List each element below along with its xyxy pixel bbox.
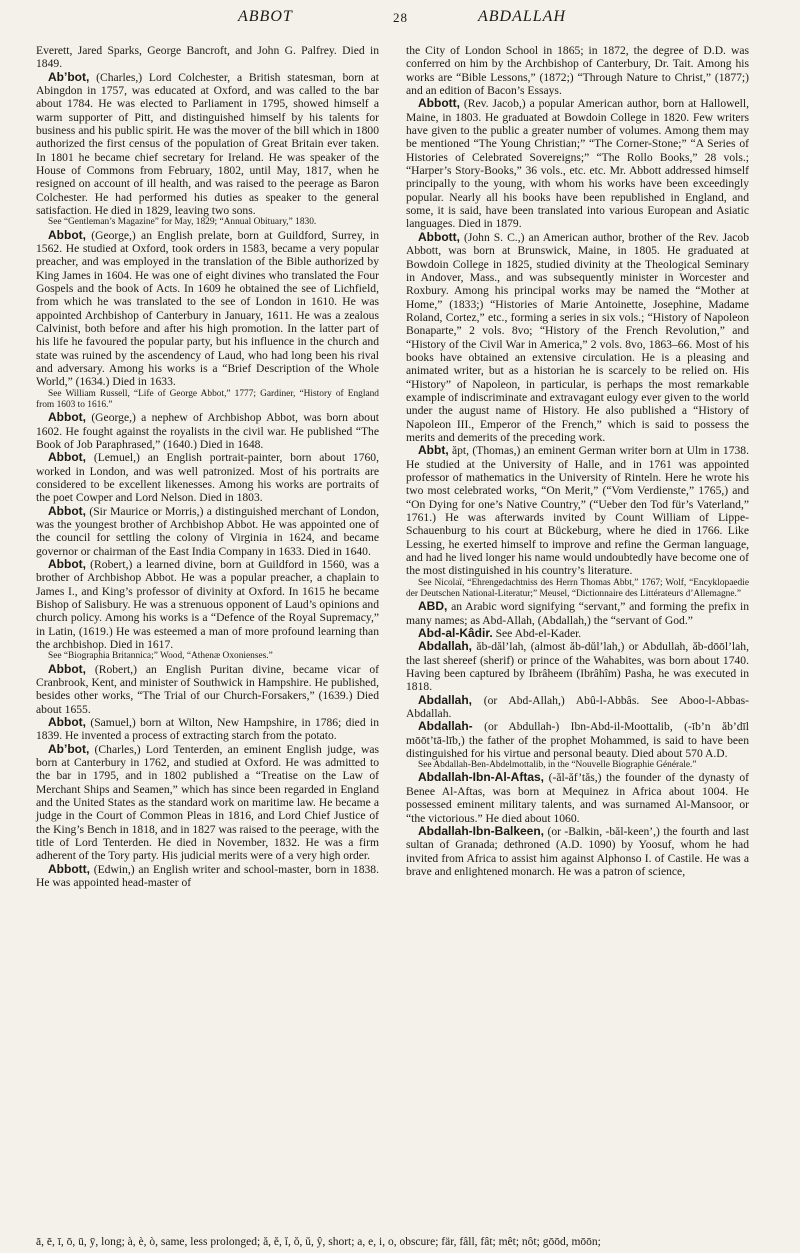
entry-text: (or Abd-Allah,) Abû-l-Abbâs. See Aboo-l-Abbas-Abdallah. bbox=[406, 693, 749, 720]
dictionary-entry bbox=[406, 44, 749, 97]
dictionary-entry bbox=[36, 505, 379, 558]
entry-headword: Abbot, bbox=[48, 227, 86, 242]
entry-text: (-ăl-ăf’tăs,) the founder of the dynasty of Benee Al-Aftas, was born at Mequinez in Africa about 1004. He possessed eminent military talents, and was surnamed Al-Mansoor, or “the victorious.” He died about 1060. bbox=[406, 771, 749, 825]
dictionary-entry bbox=[36, 663, 379, 716]
entry-headword: Ab’bot, bbox=[48, 69, 90, 84]
dictionary-entry bbox=[36, 716, 379, 743]
dictionary-entry bbox=[406, 97, 749, 230]
dictionary-entry bbox=[406, 640, 749, 693]
entry-text: (Charles,) Lord Tenterden, an eminent English judge, was born at Canterbury in 1762, and studied at Oxford. He was admitted to the bar in 1795, and in 1802 published a “Treatise on the Law of Merchant Ships and Seamen,” which has since been regarded in England and the United States as the standard work on maritime law. He became a judge in the Court of Common Pleas in 1816, and Lord Chief Justice of the King’s Bench in 1818, and in 1827 was raised to the peerage, with the title of Lord Tenterden. He died in November, 1832. He was a firm adherent of the Tory party. His judicial merits were of a very high order. bbox=[36, 742, 379, 863]
entry-text: (John S. C.,) an American author, brother of the Rev. Jacob Abbott, was born at Brunswick, Maine, in 1805. He graduated at Bowdoin College in 1825, studied divinity at the Theological Seminary in Andover, Mass., and was subsequently minister in Worcester and Roxbury. Among his principal works may be named the “Mother at Home,” (1833;) “Histories of Marie Antoinette, Josephine, Madame Roland, Cortez,” etc., forming a series in six vols.; “History of Napoleon Bonaparte,” 2 vols. 8vo; “History of the French Revolution,” and “History of the Civil War in America,” 2 vols. 8vo, 1863–66. Most of his books have obtained an extensive circulation. He is a pleasing and animated writer, but as a historian he is scarcely to be relied on. His “History” of Napoleon, in particular, is perhaps the most remarkable example of indiscriminate and extravagant eulogy ever given to the world under the august name of History. He also published a “History of Napoleon III., Emperor of the French,” which is said to possess the merits and demerits of the preceding work. bbox=[406, 230, 749, 444]
entry-headword: Abd-al-Kâdir. bbox=[418, 625, 493, 640]
dictionary-entry bbox=[36, 71, 379, 218]
dictionary-entry bbox=[36, 44, 379, 71]
entry-headword: Abdallah, bbox=[418, 639, 473, 654]
entry-headword: Abbot, bbox=[48, 410, 86, 425]
reference-note: See “Gentleman’s Magazine” for May, 1829; “Annual Obituary,” 1830. bbox=[48, 217, 317, 228]
entry-headword: Abbott, bbox=[48, 861, 90, 876]
entry-text: (Samuel,) born at Wilton, New Hampshire, in 1786; died in 1839. He invented a process of extracting starch from the potato. bbox=[36, 715, 379, 743]
entry-text: (George,) an English prelate, born at Guildford, Surrey, in 1562. He studied at Oxford, took orders in 1583, became a very popular preacher, and was employed in the translation of the Bible authorized by King James in 1604. He was one of eight divines who translated the Four Gospels and the book of Acts. In 1609 he obtained the see of Lichfield, from which he was translated to the see of London in 1610. He was appointed Archbishop of Canterbury in January, 1611. He was a zealous Calvinist, both before and after his high promotion. In the latter part of his life he favoured the popular party, but his influence in the church and state was ruined by the ascendency of Laud, who had long been his rival and adversary. Among his works is a “Brief Description of the Whole World,” (1634.) Died in 1633. bbox=[36, 228, 379, 389]
dictionary-entry bbox=[36, 743, 379, 863]
dictionary-entry bbox=[36, 229, 379, 389]
entry-text: (Robert,) a learned divine, born at Guildford in 1560, was a brother of Archbishop Abbot. He was a popular preacher, a chaplain to James I., and King’s professor of divinity at Oxford. In 1615 he became Bishop of Salisbury. He was a strenuous opponent of Laud’s opinions and church policy. Among his works is a “Defence of the Royal Supremacy,” in Latin, (1619.) He was esteemed a man of more profound learning than the archbishop. Died in 1617. bbox=[36, 557, 379, 652]
entry-text: See Abd-el-Kader. bbox=[492, 626, 582, 640]
entry-headword: Ab’bot, bbox=[48, 741, 90, 756]
entry-headword: Abbott, bbox=[418, 96, 460, 111]
dictionary-entry bbox=[406, 600, 749, 627]
entry-headword: Abbt, bbox=[418, 443, 449, 458]
dictionary-entry bbox=[36, 451, 379, 504]
dictionary-entry bbox=[406, 771, 749, 824]
entry-text: (Edwin,) an English writer and school-master, born in 1838. He was appointed head-master of bbox=[36, 862, 379, 890]
reference-note: See Nicolaï, “Ehrengedachtniss des Herrn Thomas Abbt,” 1767; Wolf, “Encyklopaedie der Deutschen National-Literatur;” Meusel, “Dictionnaire des Littérateurs d’Allemagne.” bbox=[406, 577, 749, 599]
dictionary-entry bbox=[406, 627, 749, 640]
entry-text: the City of London School in 1865; in 1872, the degree of D.D. was conferred on him by the Archbishop of Canterbury, Dr. Tait. Among his works are “Bible Lessons,” (1872;) “Through Nature to Christ,” (1877;) and an edition of Bacon’s Essays. bbox=[406, 44, 749, 98]
entry-text: ăb-dăl’lah, (almost ăb-dŭl’lah,) or Abdullah, ăb-dōōl’lah, the last shereef (sherif) or prince of the Wahabites, was born about 1740. Having been captured by Ibrâheem (Ibrâhîm) Pasha, he was executed in 1818. bbox=[406, 640, 749, 694]
reference-note: See Abdallah-Ben-Abdelmottalib, in the “Nouvelle Biographie Générale.” bbox=[418, 760, 697, 771]
entry-text: (or Abdullah-) Ibn-Abd-il-Moottalib, (-īb’n ăb’dīl mōōt’tā-līb,) the father of the prophet Mohammed, is said to have been distinguished for his virtue and personal beauty. Died about 570 A.D. bbox=[406, 720, 749, 760]
right-column bbox=[406, 44, 749, 878]
entry-text: (Sir Maurice or Morris,) a distinguished merchant of London, was the youngest brother of Archbishop Abbot. He was appointed one of the council for settling the colony of Virginia in 1624, and became governor or chairman of the East India Company in 1633. Died in 1640. bbox=[36, 504, 379, 558]
entry-text: (Rev. Jacob,) a popular American author, born at Hallowell, Maine, in 1803. He graduated at Bowdoin College in 1820. Few writers have given to the public a greater number of volumes. Among them may be mentioned “The Young Christian;” “The Corner-Stone;” “A Series of Histories of Celebrated Sovereigns;” “The Rollo Books,” 28 vols.; “Harper’s Story-Books,” 36 vols., etc. etc. Mr. Abbott addressed himself principally to the young, with whom his works have been exceedingly popular. Nearly all his books have been republished in England, and some, it is said, have been translated into various European and Asiatic languages. Died in 1879. bbox=[406, 97, 749, 231]
entry-text: (Lemuel,) an English portrait-painter, born about 1760, worked in London, and was well patronized. Most of his portraits are considered to be excellent likenesses. Among his works are portraits of the poet Cowper and Lord Nelson. Died in 1803. bbox=[36, 451, 379, 505]
entry-headword: Abdallah- bbox=[418, 719, 473, 734]
entry-text: (Charles,) Lord Colchester, a British statesman, born at Abingdon in 1757, was educated at Oxford, and was called to the bar about 1784. He was elected to Parliament in 1795, showed himself a warm supporter of Pitt, and distinguished himself by his talents for business and his public spirit. He was the mover of the bill which in 1800 authorized the first census of the population of Great Britain ever taken. In 1801 he became chief secretary for Ireland. He was speaker of the House of Commons from February, 1802, until May, 1817, when he resigned on account of ill health, and was raised to the peerage as Baron Colchester. He had performed his duties as speaker to the general satisfaction. He died in 1829, leaving two sons. bbox=[36, 70, 379, 218]
entry-text: an Arabic word signifying “servant,” and forming the prefix in many names; as Abd-Allah, (Abdallah,) the “servant of God.” bbox=[406, 600, 749, 627]
entry-headword: Abbot, bbox=[48, 714, 86, 729]
entry-text: (or -Balkin, -băl-keen’,) the fourth and last sultan of Granada; dethroned (A.D. 1090) by Yoosuf, whom he had invited from Africa to assist him against Alphonso I. of Castile. He was a brave and enlightened monarch. He was a patron of science, bbox=[406, 824, 749, 878]
dictionary-entry bbox=[406, 444, 749, 577]
entry-text: (George,) a nephew of Archbishop Abbot, was born about 1602. He fought against the royalists in the civil war. He published “The Book of Job Paraphrased,” (1640.) Died in 1648. bbox=[36, 411, 379, 451]
dictionary-entry bbox=[36, 863, 379, 890]
running-head-left: ABBOT bbox=[238, 8, 293, 25]
dictionary-entry bbox=[36, 558, 379, 651]
reference-note: See “Biographia Britannica;” Wood, “Athenæ Oxonienses.” bbox=[48, 651, 273, 662]
entry-headword: Abdallah-Ibn-Balkeen, bbox=[418, 823, 545, 838]
entry-text: Everett, Jared Sparks, George Bancroft, and John G. Palfrey. Died in 1849. bbox=[36, 44, 379, 71]
dictionary-entry bbox=[406, 825, 749, 878]
page-number: 28 bbox=[393, 10, 408, 25]
dictionary-entry bbox=[406, 694, 749, 721]
entry-headword: Abbot, bbox=[48, 450, 86, 465]
running-head-right: ABDALLAH bbox=[478, 8, 566, 25]
entry-headword: ABD, bbox=[418, 599, 448, 614]
entry-text: ăpt, (Thomas,) an eminent German writer born at Ulm in 1738. He studied at the University of Halle, and in 1761 was appointed professor of mathematics in the University of Rinteln. Here he wrote his two most celebrated works, “On Merit,” (“Vom Verdienste,” 1765,) and “On Dying for one’s Native Country,” (“Ueber den Tod für’s Vaterland,” 1761.) He was afterwards invited by Count William of Lippe-Schauenburg to his court at Bückeburg, where he died in 1766. Like Lessing, he exerted himself to improve and refine the German language, and had he lived longer his name would undoubtedly have become one of the most distinguished in his country’s literature. bbox=[406, 444, 749, 578]
entry-headword: Abbot, bbox=[48, 556, 86, 571]
reference-note: See William Russell, “Life of George Abbot,” 1777; Gardiner, “History of England from 1603 to 1616.” bbox=[36, 388, 379, 410]
entry-text: (Robert,) an English Puritan divine, became vicar of Cranbrook, Kent, and minister of Southwick in Hampshire. He published, besides other works, “The Trial of our Church-Forsakers,” (1639.) Died about 1655. bbox=[36, 662, 379, 716]
dictionary-entry bbox=[406, 231, 749, 445]
entry-headword: Abbot, bbox=[48, 503, 86, 518]
dictionary-entry bbox=[36, 411, 379, 451]
entry-headword: Abbott, bbox=[418, 229, 460, 244]
entry-headword: Abdallah-Ibn-Al-Aftas, bbox=[418, 770, 544, 785]
pronunciation-key: ā, ē, ī, ō, ū, ȳ, long; à, è, ò, same, less prolonged; ă, ĕ, ĭ, ŏ, ŭ, ŷ, short; a, e, i, o, obscure; fär, fâll, fât; mêt; nôt; gōōd, mōōn; bbox=[36, 1236, 601, 1248]
entry-headword: Abbot, bbox=[48, 661, 86, 676]
entry-headword: Abdallah, bbox=[418, 692, 473, 707]
dictionary-entry bbox=[406, 720, 749, 760]
left-column bbox=[36, 44, 379, 889]
